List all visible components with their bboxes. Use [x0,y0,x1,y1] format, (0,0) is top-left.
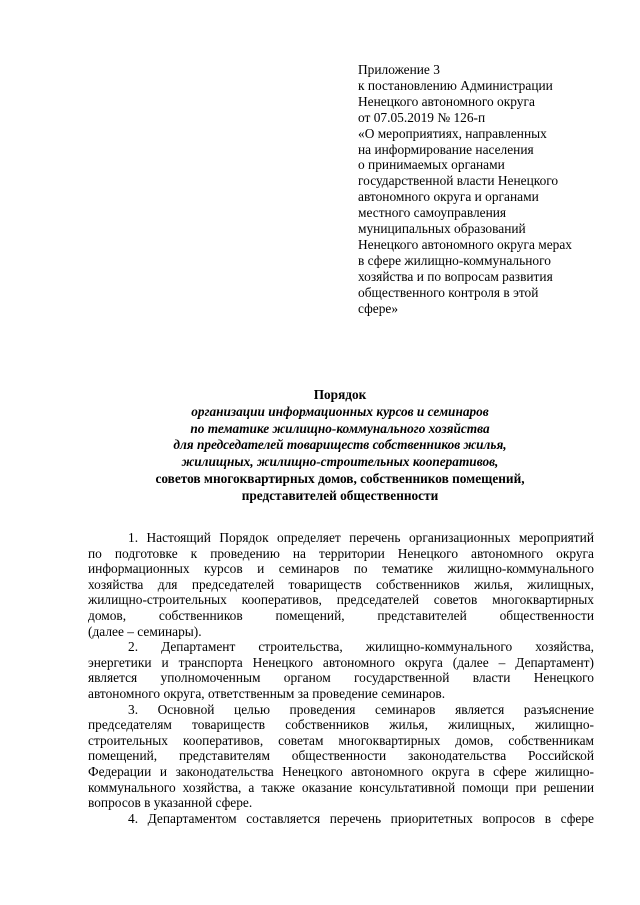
text-line: хозяйства для председателей товариществ собственников жилья, жилищных, [88,576,594,592]
appendix-line: автономного округа и органами [358,189,539,205]
text-line: 2. Департамент строительства, жилищно-коммунального хозяйства, [128,639,594,655]
text-line: информационных курсов и семинаров по тематике жилищно-коммунального [88,561,594,577]
document-body [88,530,594,826]
text-line: энергетики и транспорта Ненецкого автономного округа (далее – Департамент) [88,654,594,670]
appendix-line: сфере» [358,300,399,316]
text-line: вопросов в указанной сфере. [88,795,253,811]
text-line: Федерации и законодательства Ненецкого автономного округа в сфере жилищно- [88,763,594,779]
heading-line: организации информационных курсов и семинаров [191,403,489,419]
appendix-line: Ненецкого автономного округа [358,93,535,109]
text-line: помещений, представителям общественности законодательства Российской [88,748,594,764]
appendix-line: в сфере жилищно-коммунального [358,252,551,268]
appendix-line: «О мероприятиях, направленных [358,125,547,141]
appendix-line: от 07.05.2019 № 126-п [358,109,486,125]
heading-line: советов многоквартирных домов, собственников помещений, [155,470,525,486]
appendix-line: государственной власти Ненецкого [358,173,559,189]
appendix-line: местного самоуправления [358,205,507,221]
text-line: домов, собственников помещений, представителей общественности [88,607,594,623]
document-title: Порядок [313,387,367,402]
appendix-line: общественного контроля в этой [358,284,539,300]
text-line: председателям товариществ собственников жилья, жилищных, жилищно- [88,717,594,733]
appendix-line: к постановлению Администрации [358,77,553,93]
text-line: строительных кооперативов, советам многоквартирных домов, собственникам [88,732,594,748]
heading-line: для председателей товариществ собственников жилья, [173,437,507,453]
document-heading [80,387,600,505]
text-line: 3. Основной целью проведения семинаров является разъяснение [128,701,594,717]
paragraph-4 [88,811,594,827]
appendix-line: хозяйства и по вопросам развития [358,268,553,284]
appendix-line: Приложение 3 [358,62,440,77]
paragraph-2 [88,639,594,701]
paragraph-1 [88,530,594,639]
heading-line: представителей общественности [241,487,439,503]
text-line: является уполномоченным органом государственной власти Ненецкого [88,670,594,686]
text-line: автономного округа, ответственным за проведение семинаров. [88,685,446,701]
appendix-line: муниципальных образований [358,221,526,237]
text-line: коммунального хозяйства, а также оказание консультативной помощи при решении [88,779,594,795]
text-line: 4. Департаментом составляется перечень приоритетных вопросов в сфере [128,810,594,826]
text-line: жилищно-строительных кооперативов, председателей советов многоквартирных [88,592,594,608]
appendix-line: на информирование населения [358,141,534,157]
appendix-line: Ненецкого автономного округа мерах [358,236,573,252]
text-line: по подготовке к проведению на территории Ненецкого автономного округа [88,545,594,561]
heading-line: по тематике жилищно-коммунального хозяйства [190,420,490,436]
appendix-line: о принимаемых органами [358,157,505,173]
heading-line: жилищных, жилищно-строительных кооперативов, [181,454,499,470]
appendix-block [358,62,620,317]
text-line: (далее – семинары). [88,623,202,639]
text-line: 1. Настоящий Порядок определяет перечень организационных мероприятий [128,530,594,545]
paragraph-3 [88,702,594,811]
